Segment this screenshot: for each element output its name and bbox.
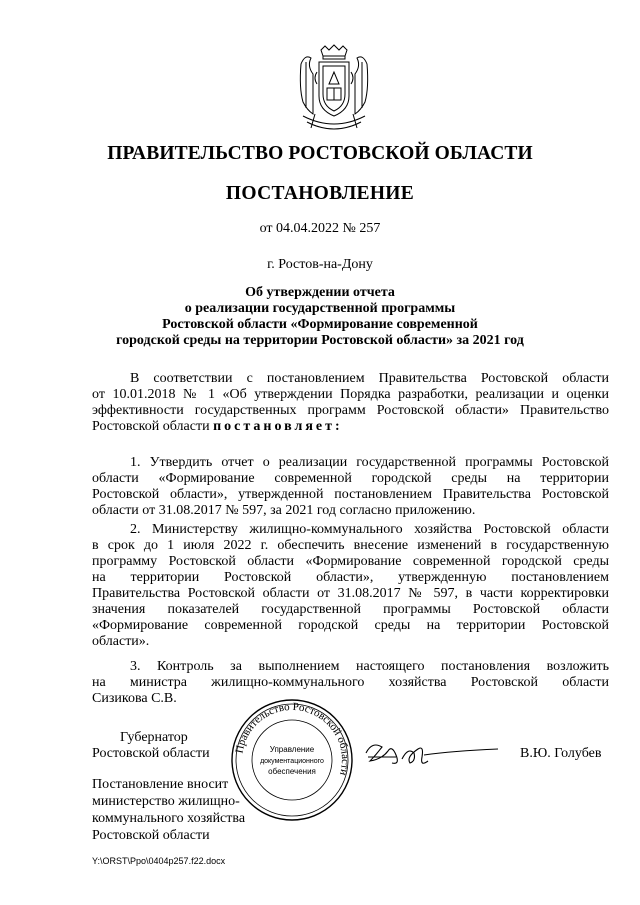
- subject-line: Об утверждении отчета: [245, 285, 395, 300]
- text-line: области от 31.08.2017 № 597, за 2021 год согласно приложению.: [92, 503, 476, 518]
- introduced-by-block: [92, 776, 245, 844]
- coat-of-arms-icon: [293, 44, 375, 136]
- position-line: Губернатор: [120, 730, 188, 745]
- text-line: от 10.01.2018 № 1 «Об утверждении Порядка разработки, реализации и оценки: [92, 387, 609, 402]
- document-type-title: ПОСТАНОВЛЕНИЕ: [225, 183, 415, 204]
- text-line: В соответствии с постановлением Правительства Ростовской области: [130, 371, 609, 386]
- text-line: 2. Министерству жилищно-коммунального хозяйства Ростовской области: [130, 522, 609, 537]
- text-line: «Формирование современной городской среды на территории Ростовской: [92, 618, 609, 633]
- introduced-line: Постановление вносит: [92, 777, 229, 792]
- introduced-line: коммунального хозяйства: [92, 811, 246, 826]
- text-line: Сизикова С.В.: [92, 691, 177, 706]
- official-stamp: [229, 697, 355, 823]
- text-line: Правительства Ростовской области от 31.08.2017 № 597, в части корректировки: [92, 586, 609, 601]
- stamp-inner-line: обеспечения: [268, 767, 316, 776]
- stamp-inner-line: документационного: [260, 758, 324, 765]
- subject-line: Ростовской области «Формирование современной: [162, 317, 478, 332]
- document-subject: [0, 285, 640, 349]
- text-line: 3. Контроль за выполнением настоящего постановления возложить: [130, 659, 609, 674]
- clause-2: [92, 522, 609, 650]
- text-line: 1. Утвердить отчет о реализации государственной программы Ростовской: [130, 455, 609, 470]
- text-line: значения показателей государственной программы Ростовской области: [92, 602, 609, 617]
- city-line: г. Ростов-на-Дону: [267, 257, 373, 272]
- text-line: [92, 419, 609, 435]
- handwritten-signature: [362, 735, 502, 775]
- text-line: в срок до 1 июля 2022 г. обеспечить внесение изменений в государственную: [92, 538, 609, 553]
- text-line: Ростовской области», утвержденной постановлением Правительства Ростовской: [92, 487, 609, 502]
- text-line: области».: [92, 634, 150, 649]
- stamp-inner-line: Управление: [269, 745, 315, 754]
- decree-word: постановляет:: [213, 419, 343, 434]
- date-and-number: от 04.04.2022 № 257: [259, 221, 381, 236]
- signatory-name: В.Ю. Голубев: [520, 746, 602, 761]
- introduced-line: Ростовской области: [92, 828, 210, 843]
- introduced-line: министерство жилищно-: [92, 794, 240, 809]
- text-line: эффективности государственных программ Ростовской области» Правительство: [92, 403, 609, 418]
- preamble-paragraph: [92, 371, 609, 435]
- text-line: программу Ростовской области «Формирование современной городской среды: [92, 554, 609, 569]
- text-fragment: Ростовской области: [92, 419, 214, 434]
- clause-1: [92, 455, 609, 519]
- text-line: на территории Ростовской области», утвержденную постановлением: [92, 570, 609, 585]
- signatory-position: [92, 730, 210, 762]
- text-line: на министра жилищно-коммунального хозяйства Ростовской области: [92, 675, 609, 690]
- stamp-ring-text: Правительство Ростовской области: [233, 700, 352, 777]
- subject-line: о реализации государственной программы: [184, 301, 456, 316]
- file-path-footer: Y:\ORST\Ppo\0404p257.f22.docx: [92, 856, 226, 866]
- text-line: области «Формирование современной городской среды на территории: [92, 471, 609, 486]
- organization-title: ПРАВИТЕЛЬСТВО РОСТОВСКОЙ ОБЛАСТИ: [107, 143, 533, 164]
- position-line: Ростовской области: [92, 746, 210, 761]
- subject-line: городской среды на территории Ростовской области» за 2021 год: [116, 333, 524, 348]
